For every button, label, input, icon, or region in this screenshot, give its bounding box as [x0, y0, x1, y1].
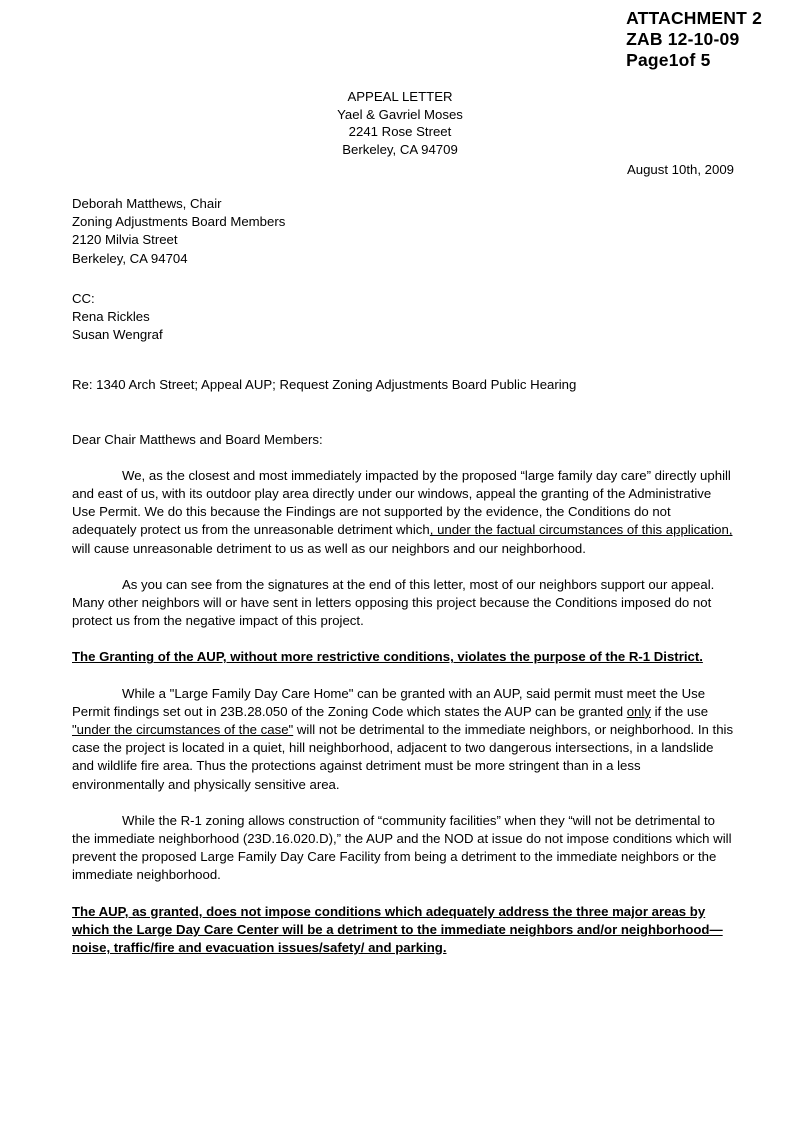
paragraph-4: While the R-1 zoning allows construction of “community facilities” when they “will not be detrimental to the immediate neighborhood (23D.16.020.D),” the AUP and the NOD at issue do not impose conditions which will prevent the proposed Large Family Day Care Facility from being a detriment to the immediate neighbors or the immediate neighborhood.: [72, 812, 732, 883]
cc-recipient-2: Susan Wengraf: [72, 327, 163, 343]
paragraph-3-text-a: While a "Large Family Day Care Home" can be granted with an AUP, said permit must meet the Use Permit findings set out in 23B.28.050 of the Zoning Code which states the AUP can be granted: [72, 685, 706, 719]
paragraph-2: As you can see from the signatures at the end of this letter, most of our neighbors support our appeal. Many other neighbors will or have sent in letters opposing this project because the Conditions imposed do not protect us from the negative impact of this project.: [72, 576, 715, 629]
paragraph-3-quoted-phrase: "under the circumstances of the case": [72, 722, 294, 738]
attachment-stamp: [626, 8, 762, 71]
subject-line: Re: 1340 Arch Street; Appeal AUP; Request Zoning Adjustments Board Public Hearing: [72, 377, 577, 393]
paragraph-1-text-b: will cause unreasonable detriment to us as well as our neighbors and our neighborhood.: [72, 540, 586, 556]
sender-city-state-zip: Berkeley, CA 94709: [342, 141, 458, 157]
letter-body: [72, 195, 734, 957]
section-heading-2-text: The AUP, as granted, does not impose conditions which adequately address the three major areas by which the Large Day Care Center will be a detriment to the immediate neighbors and/or neighborhood—noise, traffic/fire and evacuation issues/safety/ and parking.: [72, 903, 723, 956]
spacer: [72, 268, 734, 290]
paragraph-3-text-b: if the use: [650, 703, 709, 719]
section-heading-1-text: The Granting of the AUP, without more restrictive conditions, violates the purpose of the R-1 District.: [72, 649, 703, 665]
salutation: Dear Chair Matthews and Board Members:: [72, 431, 323, 447]
paragraph-1-underlined-phrase: , under the factual circumstances of this application,: [429, 522, 733, 538]
cc-recipient-1: Rena Rickles: [72, 309, 150, 325]
page-number: Page1of 5: [626, 50, 711, 70]
paragraph-1: [72, 449, 734, 558]
cc-block: [72, 290, 734, 345]
sender-name: Yael & Gavriel Moses: [337, 106, 463, 122]
spacer: [72, 344, 734, 376]
letter-title: APPEAL LETTER: [347, 89, 453, 104]
spacer: [72, 395, 734, 431]
recipient-name: Deborah Matthews, Chair: [72, 196, 222, 211]
sender-street: 2241 Rose Street: [348, 124, 452, 140]
zab-case-number: ZAB 12-10-09: [626, 29, 740, 49]
letter-date: August 10th, 2009: [626, 162, 734, 177]
recipient-street: 2120 Milvia Street: [72, 232, 178, 248]
paragraph-3-emphasis-only: only: [626, 703, 651, 719]
recipient-city-state-zip: Berkeley, CA 94704: [72, 250, 188, 266]
cc-label: CC:: [72, 290, 95, 306]
paragraph-3-text-c: will not be detrimental to the immediate neighbors, or neighborhood. In this case the project is located in a quiet, hill neighborhood, adjacent to two dangerous intersections, in a landslide and wildlife fire area. Thus the protections against detriment must be more stringent than in a less environmentally and physically sensitive area.: [72, 722, 734, 792]
recipient-address-block: [72, 195, 734, 268]
paragraph-3: [72, 667, 734, 794]
paragraph-1-text-a: We, as the closest and most immediately impacted by the proposed “large family day care” directly uphill and east of us, with its outdoor play area directly under our windows, appeal the granting of the Administrative Use Permit. We do this because the Findings are not supported by the evidence, the Conditions do not adequately protect us from the unreasonable detriment which: [72, 467, 731, 538]
section-heading-1: [72, 630, 734, 666]
section-heading-2: [72, 885, 734, 958]
recipient-org: Zoning Adjustments Board Members: [72, 214, 286, 230]
letterhead: [0, 88, 800, 158]
attachment-number: ATTACHMENT 2: [626, 8, 762, 28]
